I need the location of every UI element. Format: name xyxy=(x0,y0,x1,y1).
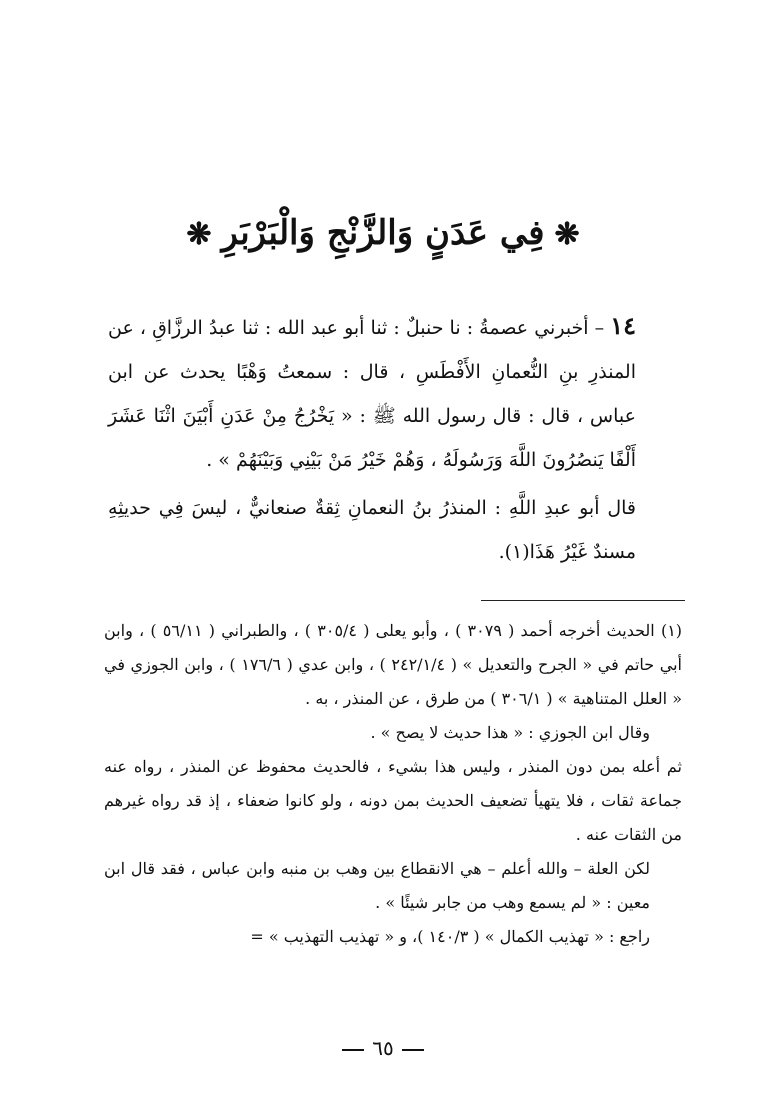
footnote-paragraph: ثم أعله بمن دون المنذر ، وليس هذا بشيء ، فالحديث محفوظ عن المنذر ، رواه عنه جماعة ثقات ، فلا يتهيأ تضعيف الحديث بمن دونه ، ولو كانوا ضعفاء ، إذ قد رواه غيرهم من الثقات عنه . xyxy=(104,757,682,844)
footnote-paragraph: وقال ابن الجوزي : « هذا حديث لا يصح » . xyxy=(370,723,650,742)
footnote-separator xyxy=(481,600,685,601)
ornament-left-icon: ❋ xyxy=(186,217,212,252)
hadith-text: – أخبرني عصمةُ : نا حنبلٌ : ثنا أبو عبد الله : ثنا عبدُ الرزَّاقِ ، عن المنذرِ بنِ النُّعمانِ الأَفْطَسِ ، قال : سمعتُ وَهْبًا يحدث عن ابن عباس ، قال : قال رسول الله ﷺ : « يَخْرُجُ مِنْ عَدَنِ أَبْيَنَ اثْنَا عَشَرَ أَلْفًا يَنصُرُونَ اللَّهَ وَرَسُولَهُ ، وَهُمْ خَيْرُ مَنْ بَيْنِي وَبَيْنَهُمْ » . xyxy=(108,317,636,471)
footnote-paragraph: راجع : « تهذيب الكمال » ( ١٤٠/٣ )، و « تهذيب التهذيب » = xyxy=(250,927,650,946)
footnote-paragraph: لكن العلة – والله أعلم – هي الانقطاع بين وهب بن منبه وابن عباس ، فقد قال ابن معين : « لم يسمع وهب من جابر شيئًا » . xyxy=(104,859,650,912)
page-number-text: ٦٥ xyxy=(372,1036,394,1060)
chapter-title-text: فِي عَدَنٍ وَالزَّنْجِ وَالْبَرْبَرِ xyxy=(221,213,545,253)
hadith-paragraph xyxy=(108,304,636,482)
chapter-heading xyxy=(0,208,766,260)
dash-right xyxy=(402,1049,424,1051)
footnotes xyxy=(104,614,682,954)
footnote-1: (١) الحديث أخرجه أحمد ( ٣٠٧٩ ) ، وأبو يعلى ( ٣٠٥/٤ ) ، والطبراني ( ٥٦/١١ ) ، وابن أبي حاتم في « الجرح والتعديل » ( ٢٤٢/١/٤ ) ، وابن عدي ( ١٧٦/٦ ) ، وابن الجوزي في « العلل المتناهية » ( ٣٠٦/١ ) من طرق ، عن المنذر ، به . xyxy=(104,621,683,708)
attribution-paragraph: قال أبو عبدِ اللَّهِ : المنذرُ بنُ النعمانِ ثِقةٌ صنعانيٌّ ، ليسَ فِي حديثِهِ مسندٌ غَيْرُ هَذَا(١). xyxy=(108,497,636,563)
ornament-right-icon: ❋ xyxy=(554,217,580,252)
page-number xyxy=(0,1033,766,1063)
hadith-number: ١٤ xyxy=(610,311,636,340)
dash-left xyxy=(342,1049,364,1051)
hadith-body xyxy=(108,304,636,574)
